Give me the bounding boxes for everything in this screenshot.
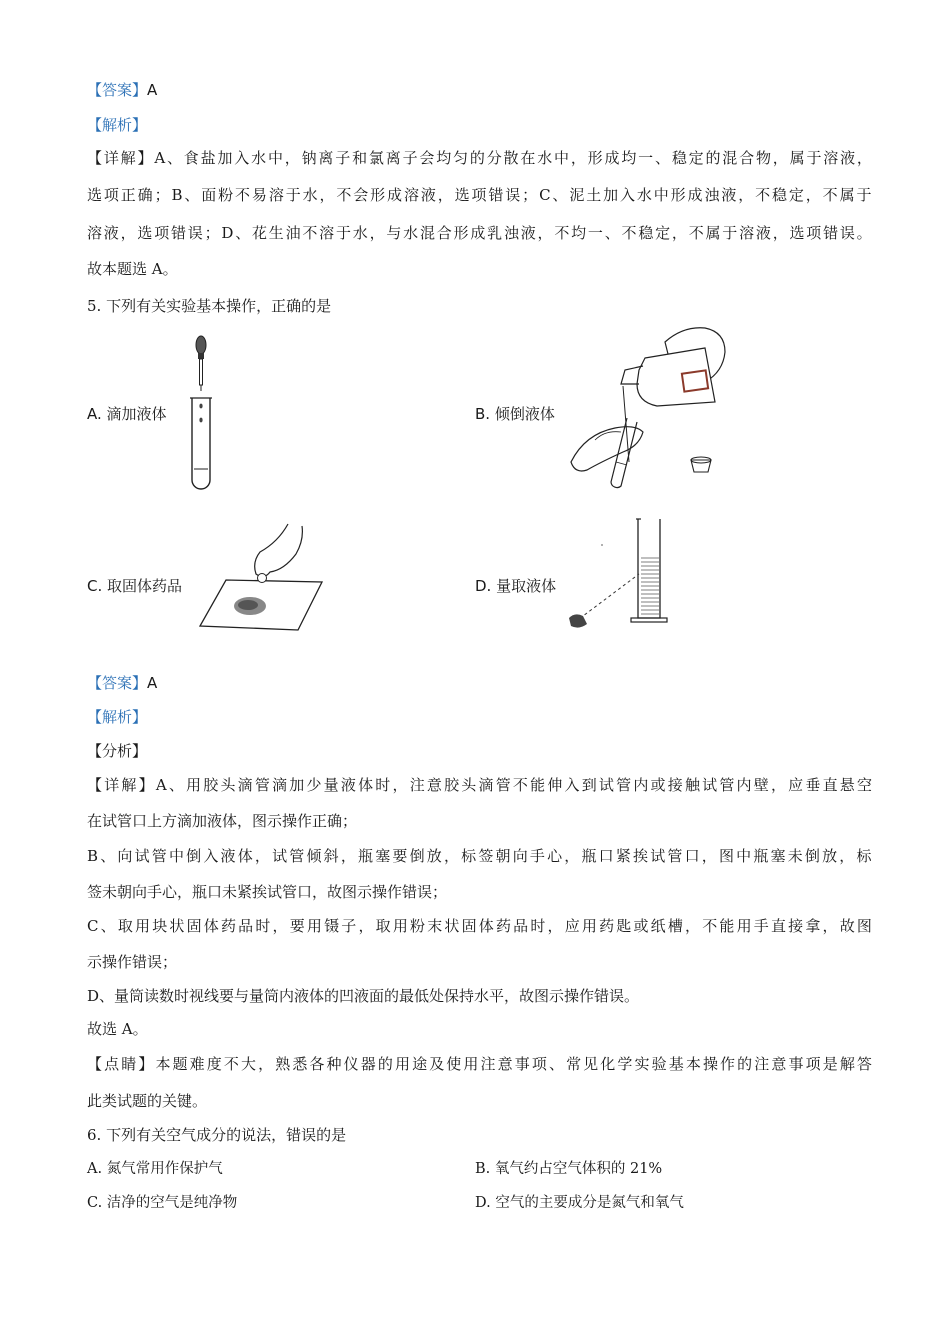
q5-detail-line-2: 在试管口上方滴加液体，图示操作正确； bbox=[87, 812, 358, 830]
q4-detail-line-3: 溶 液 ， 选 项 错 误 ； D 、 花 生 油 不 溶 于 水 ， 与 水 混 合 形 成 乳 浊 液 ， 不 均 一 、 不 稳 定 ， 不 属 于 溶 液 ， 选 项 错 误 。 bbox=[87, 224, 872, 242]
q6-choice-b: B. 氧气约占空气体积的 21% bbox=[475, 1161, 663, 1177]
q6-choice-c: C. 洁净的空气是纯净物 bbox=[87, 1195, 238, 1211]
q5-detail-line-5: C 、 取 用 块 状 固 体 药 品 时 ， 要 用 镊 子 ， 取 用 粉 末 状 固 体 药 品 时 ， 应 用 药 匙 或 纸 槽 ， 不 能 用 手 直 接 拿 ， 故 图 bbox=[87, 917, 872, 935]
dropper-test-tube-figure bbox=[180, 334, 225, 492]
analysis-tag: 【解析】 bbox=[87, 116, 148, 134]
q5-detail-line-3: B 、 向 试 管 中 倒 入 液 体 ， 试 管 倾 斜 ， 瓶 塞 要 倒 放 ， 标 签 朝 向 手 心 ， 瓶 口 紧 挨 试 管 口 ， 图 中 瓶 塞 未 倒 放 ， 标 bbox=[87, 847, 872, 865]
q5-answer-line bbox=[87, 673, 157, 693]
q6-choice-d: D. 空气的主要成分是氮气和氧气 bbox=[475, 1195, 684, 1211]
q6-choice-a: A. 氮气常用作保护气 bbox=[87, 1161, 223, 1177]
option-c-label: C. 取固体药品 bbox=[87, 577, 183, 595]
answer-value: A bbox=[147, 81, 158, 99]
graduated-cylinder-figure bbox=[565, 514, 675, 636]
q6-question: 6. 下列有关空气成分的说法，错误的是 bbox=[87, 1126, 347, 1144]
q5-detail-line-1: 【 详 解 】 A 、 用 胶 头 滴 管 滴 加 少 量 液 体 时 ， 注 意 胶 头 滴 管 不 能 伸 入 到 试 管 内 或 接 触 试 管 内 壁 ， 应 垂 直 悬 空 bbox=[87, 776, 872, 794]
q4-detail-line-4: 故本题选 A。 bbox=[87, 260, 178, 278]
q5-detail-line-10: 此类试题的关键。 bbox=[87, 1092, 208, 1110]
q5-detail-line-6: 示操作错误； bbox=[87, 953, 178, 971]
q4-detail-line-1: 【 详 解 】 A 、 食 盐 加 入 水 中 ， 钠 离 子 和 氯 离 子 会 均 匀 的 分 散 在 水 中 ， 形 成 均 一 、 稳 定 的 混 合 物 ， 属 于 溶 液 ， bbox=[87, 149, 872, 167]
option-d-label: D. 量取液体 bbox=[475, 577, 557, 595]
analysis-head: 【分析】 bbox=[87, 742, 148, 760]
answer-tag: 【答案】 bbox=[87, 674, 148, 692]
answer-value: A bbox=[147, 674, 158, 692]
answer-tag: 【答案】 bbox=[87, 81, 148, 99]
q4-detail-line-2: 选 项 正 确 ； B 、 面 粉 不 易 溶 于 水 ， 不 会 形 成 溶 液 ， 选 项 错 误 ； C 、 泥 土 加 入 水 中 形 成 浊 液 ， 不 稳 定 ， 不 属 于 bbox=[87, 186, 872, 204]
q5-detail-line-9: 【 点 睛 】 本 题 难 度 不 大 ， 熟 悉 各 种 仪 器 的 用 途 及 使 用 注 意 事 项 、 常 见 化 学 实 验 基 本 操 作 的 注 意 事 项 是 解 答 bbox=[87, 1055, 872, 1073]
solid-by-hand-figure bbox=[198, 522, 326, 632]
q5-detail-line-4: 签未朝向手心，瓶口未紧挨试管口，故图示操作错误； bbox=[87, 883, 448, 901]
option-b-label: B. 倾倒液体 bbox=[475, 405, 555, 423]
q5-question: 5. 下列有关实验基本操作，正确的是 bbox=[87, 297, 332, 315]
q5-detail-line-7: D、量筒读数时视线要与量筒内液体的凹液面的最低处保持水平，故图示操作错误。 bbox=[87, 987, 640, 1005]
q5-detail-line-8: 故选 A。 bbox=[87, 1020, 148, 1038]
q4-answer-line bbox=[87, 80, 157, 100]
option-a-label: A. 滴加液体 bbox=[87, 405, 167, 423]
pouring-liquid-figure bbox=[565, 322, 745, 494]
analysis-tag: 【解析】 bbox=[87, 708, 148, 726]
